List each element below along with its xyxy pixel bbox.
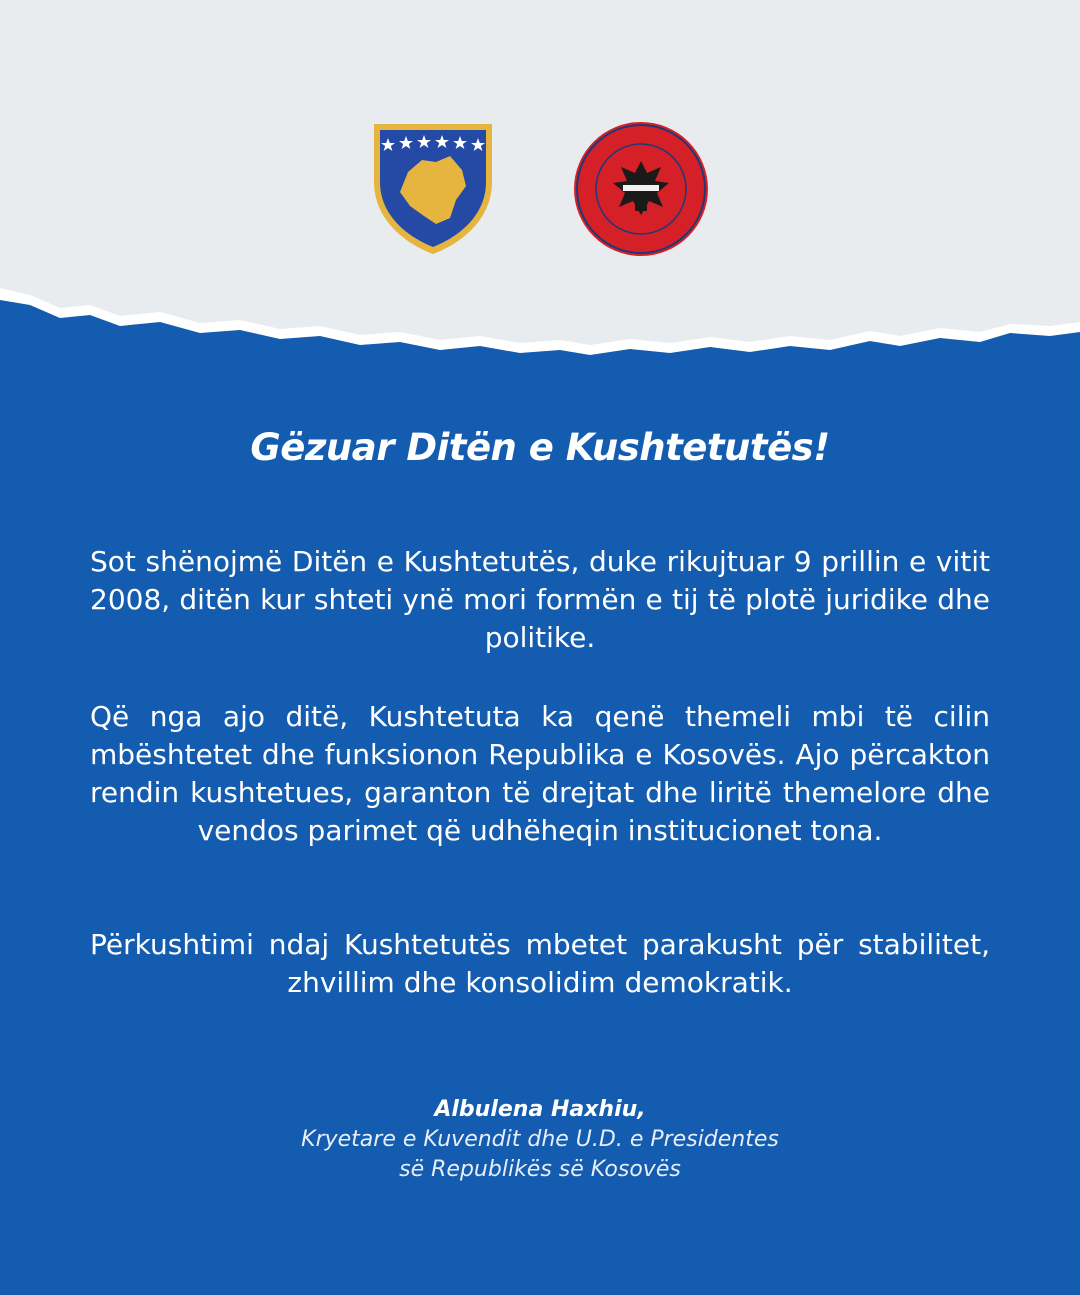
paragraph-3: Përkushtimi ndaj Kushtetutës mbetet parakusht për stabilitet, zhvillim dhe konsolidim demokratik. [90, 928, 990, 999]
signatory-title-line-2: së Republikës së Kosovës [399, 1157, 681, 1182]
signatory-name: Albulena Haxhiu, [434, 1097, 646, 1122]
presidential-seal-icon [573, 121, 709, 257]
paragraph-1: Sot shënojmë Ditën e Kushtetutës, duke rikujtuar 9 prillin e vitit 2008, ditën kur shteti ynë mori formën e tij të plotë juridike dhe politike. [90, 545, 990, 654]
signatory-title-line-1: Kryetare e Kuvendit dhe U.D. e Presidentes [301, 1127, 779, 1152]
page-title: Gëzuar Ditën e Kushtetutës! [250, 426, 830, 469]
torn-paper-header [0, 0, 1080, 360]
kosovo-coat-of-arms-icon [370, 120, 496, 256]
paragraph-2: Që nga ajo ditë, Kushtetuta ka qenë themeli mbi të cilin mbështetet dhe funksionon Republika e Kosovës. Ajo përcakton rendin kushtetues, garanton të drejtat dhe liritë themelore dhe vendos parimet që udhëheqin institucionet tona. [90, 700, 990, 847]
signature-block [0, 1095, 1080, 1185]
